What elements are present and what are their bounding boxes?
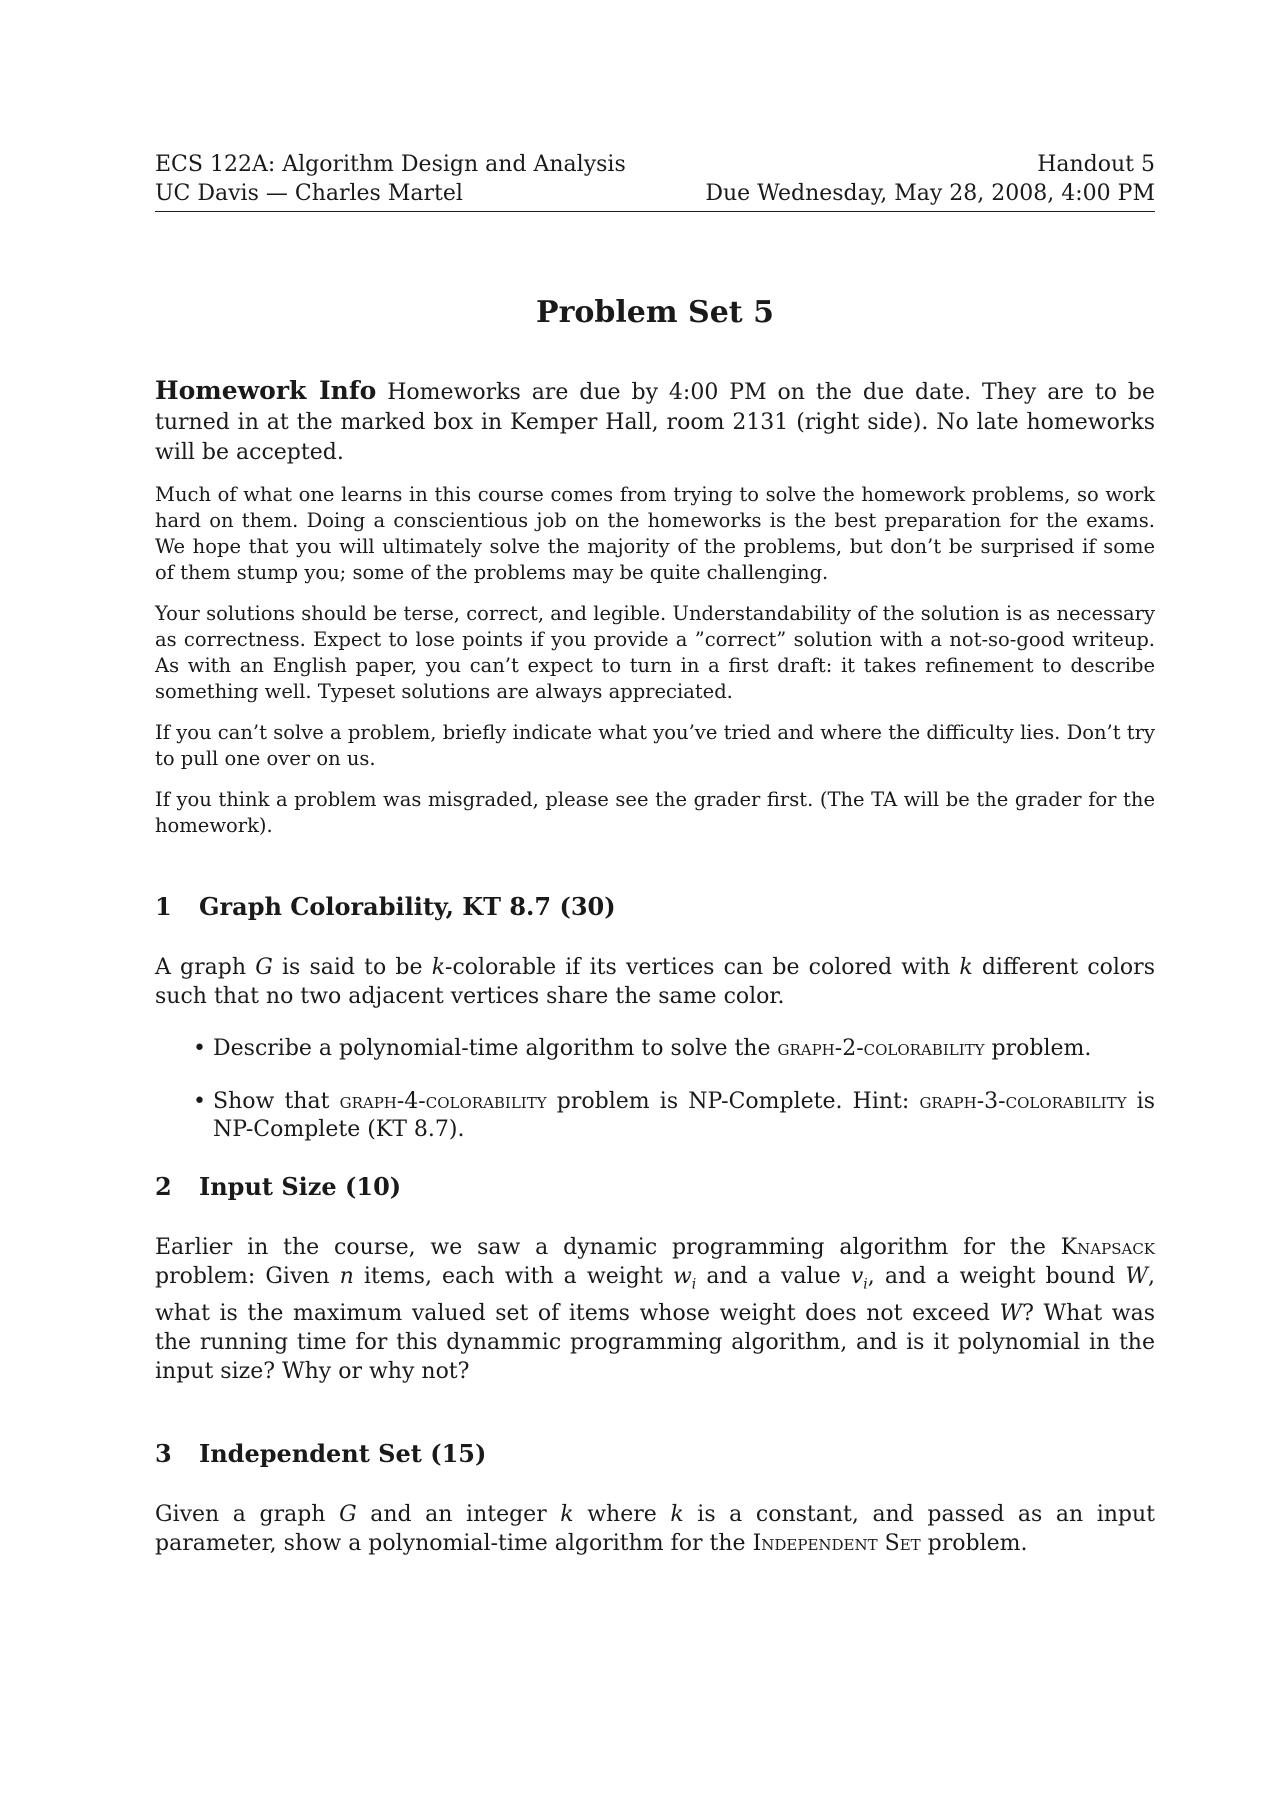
list-item: • Describe a polynomial-time algorithm to solve the graph-2-colorability problem. xyxy=(193,1036,1092,1061)
page-title: Problem Set 5 xyxy=(536,295,774,330)
homework-info-text: Homeworks are due by 4:00 PM on the due date. They are to be turned in at the marked box in Kemper Hall, room 2131 (right side). No late homeworks will be accepted. xyxy=(155,380,1155,465)
course-title: ECS 122A: Algorithm Design and Analysis xyxy=(155,152,626,177)
paragraph-misgraded: If you think a problem was misgraded, please see the grader first. (The TA will be the grader for the homework). xyxy=(155,788,1155,837)
paragraph-learning: Much of what one learns in this course comes from trying to solve the homework problems, so work hard on them. Doing a conscientious job on the homeworks is the best preparation for the exams. We hope that you will ultimately solve the majority of the problems, but don’t be surprised if some of them stump you; some of the problems may be quite challenging. xyxy=(155,483,1155,584)
section-heading-1 xyxy=(155,892,1155,921)
section-1-bullets xyxy=(155,1035,1155,1144)
section-2-body: Earlier in the course, we saw a dynamic programming algorithm for the Knapsack problem: Given n items, each with a weight $w_i$ and a value $v_i$, and a weight bound W, what is the maximum valued set of items whose weight does not exceed W? What was the running time for this dynammic programming algorithm, and is it polynomial in the input size? Why or why not? xyxy=(155,1235,1156,1385)
section-title: Independent Set (15) xyxy=(199,1439,487,1469)
course-instructor: UC Davis — Charles Martel xyxy=(155,181,463,206)
document-page xyxy=(155,150,1155,1558)
handout-number: Handout 5 xyxy=(1037,152,1155,177)
section-1-body: A graph G is said to be k-colorable if its vertices can be colored with k different colors such that no two adjacent vertices share the same color. xyxy=(155,955,1155,1009)
section-number: 2 xyxy=(155,1172,172,1201)
section-number: 3 xyxy=(155,1439,172,1469)
section-3-body: Given a graph G and an integer k where k is a constant, and passed as an input parameter, show a polynomial-time algorithm for the Independent Set problem. xyxy=(155,1502,1155,1557)
homework-info xyxy=(155,376,1155,468)
section-heading-3 xyxy=(155,1439,1155,1468)
paragraph-difficulty: If you can’t solve a problem, briefly indicate what you’ve tried and where the difficulty lies. Don’t try to pull one over on us. xyxy=(155,721,1155,770)
section-number: 1 xyxy=(155,892,172,921)
header-right xyxy=(705,150,1155,208)
due-date: Due Wednesday, May 28, 2008, 4:00 PM xyxy=(705,181,1155,206)
section-heading-2 xyxy=(155,1172,1155,1201)
header-left xyxy=(155,150,626,208)
page-header xyxy=(155,150,1155,212)
homework-info-lead: Homework Info xyxy=(155,376,377,405)
bullet-icon: • xyxy=(193,1036,206,1061)
section-title: Graph Colorability, KT 8.7 (30) xyxy=(199,892,616,921)
list-item: • Show that graph-4-colorability problem is NP-Complete. Hint: graph-3-colorability is NP-Complete (KT 8.7). xyxy=(193,1089,1155,1142)
section-title: Input Size (10) xyxy=(199,1172,402,1201)
bullet-icon: • xyxy=(193,1089,206,1114)
paragraph-solutions: Your solutions should be terse, correct, and legible. Understandability of the solution is as necessary as correctness. Expect to lose points if you provide a ”correct” solution with a not-so-good writeup. As with an English paper, you can’t expect to turn in a first draft: it takes refinement to describe something well. Typeset solutions are always appreciated. xyxy=(155,602,1155,703)
